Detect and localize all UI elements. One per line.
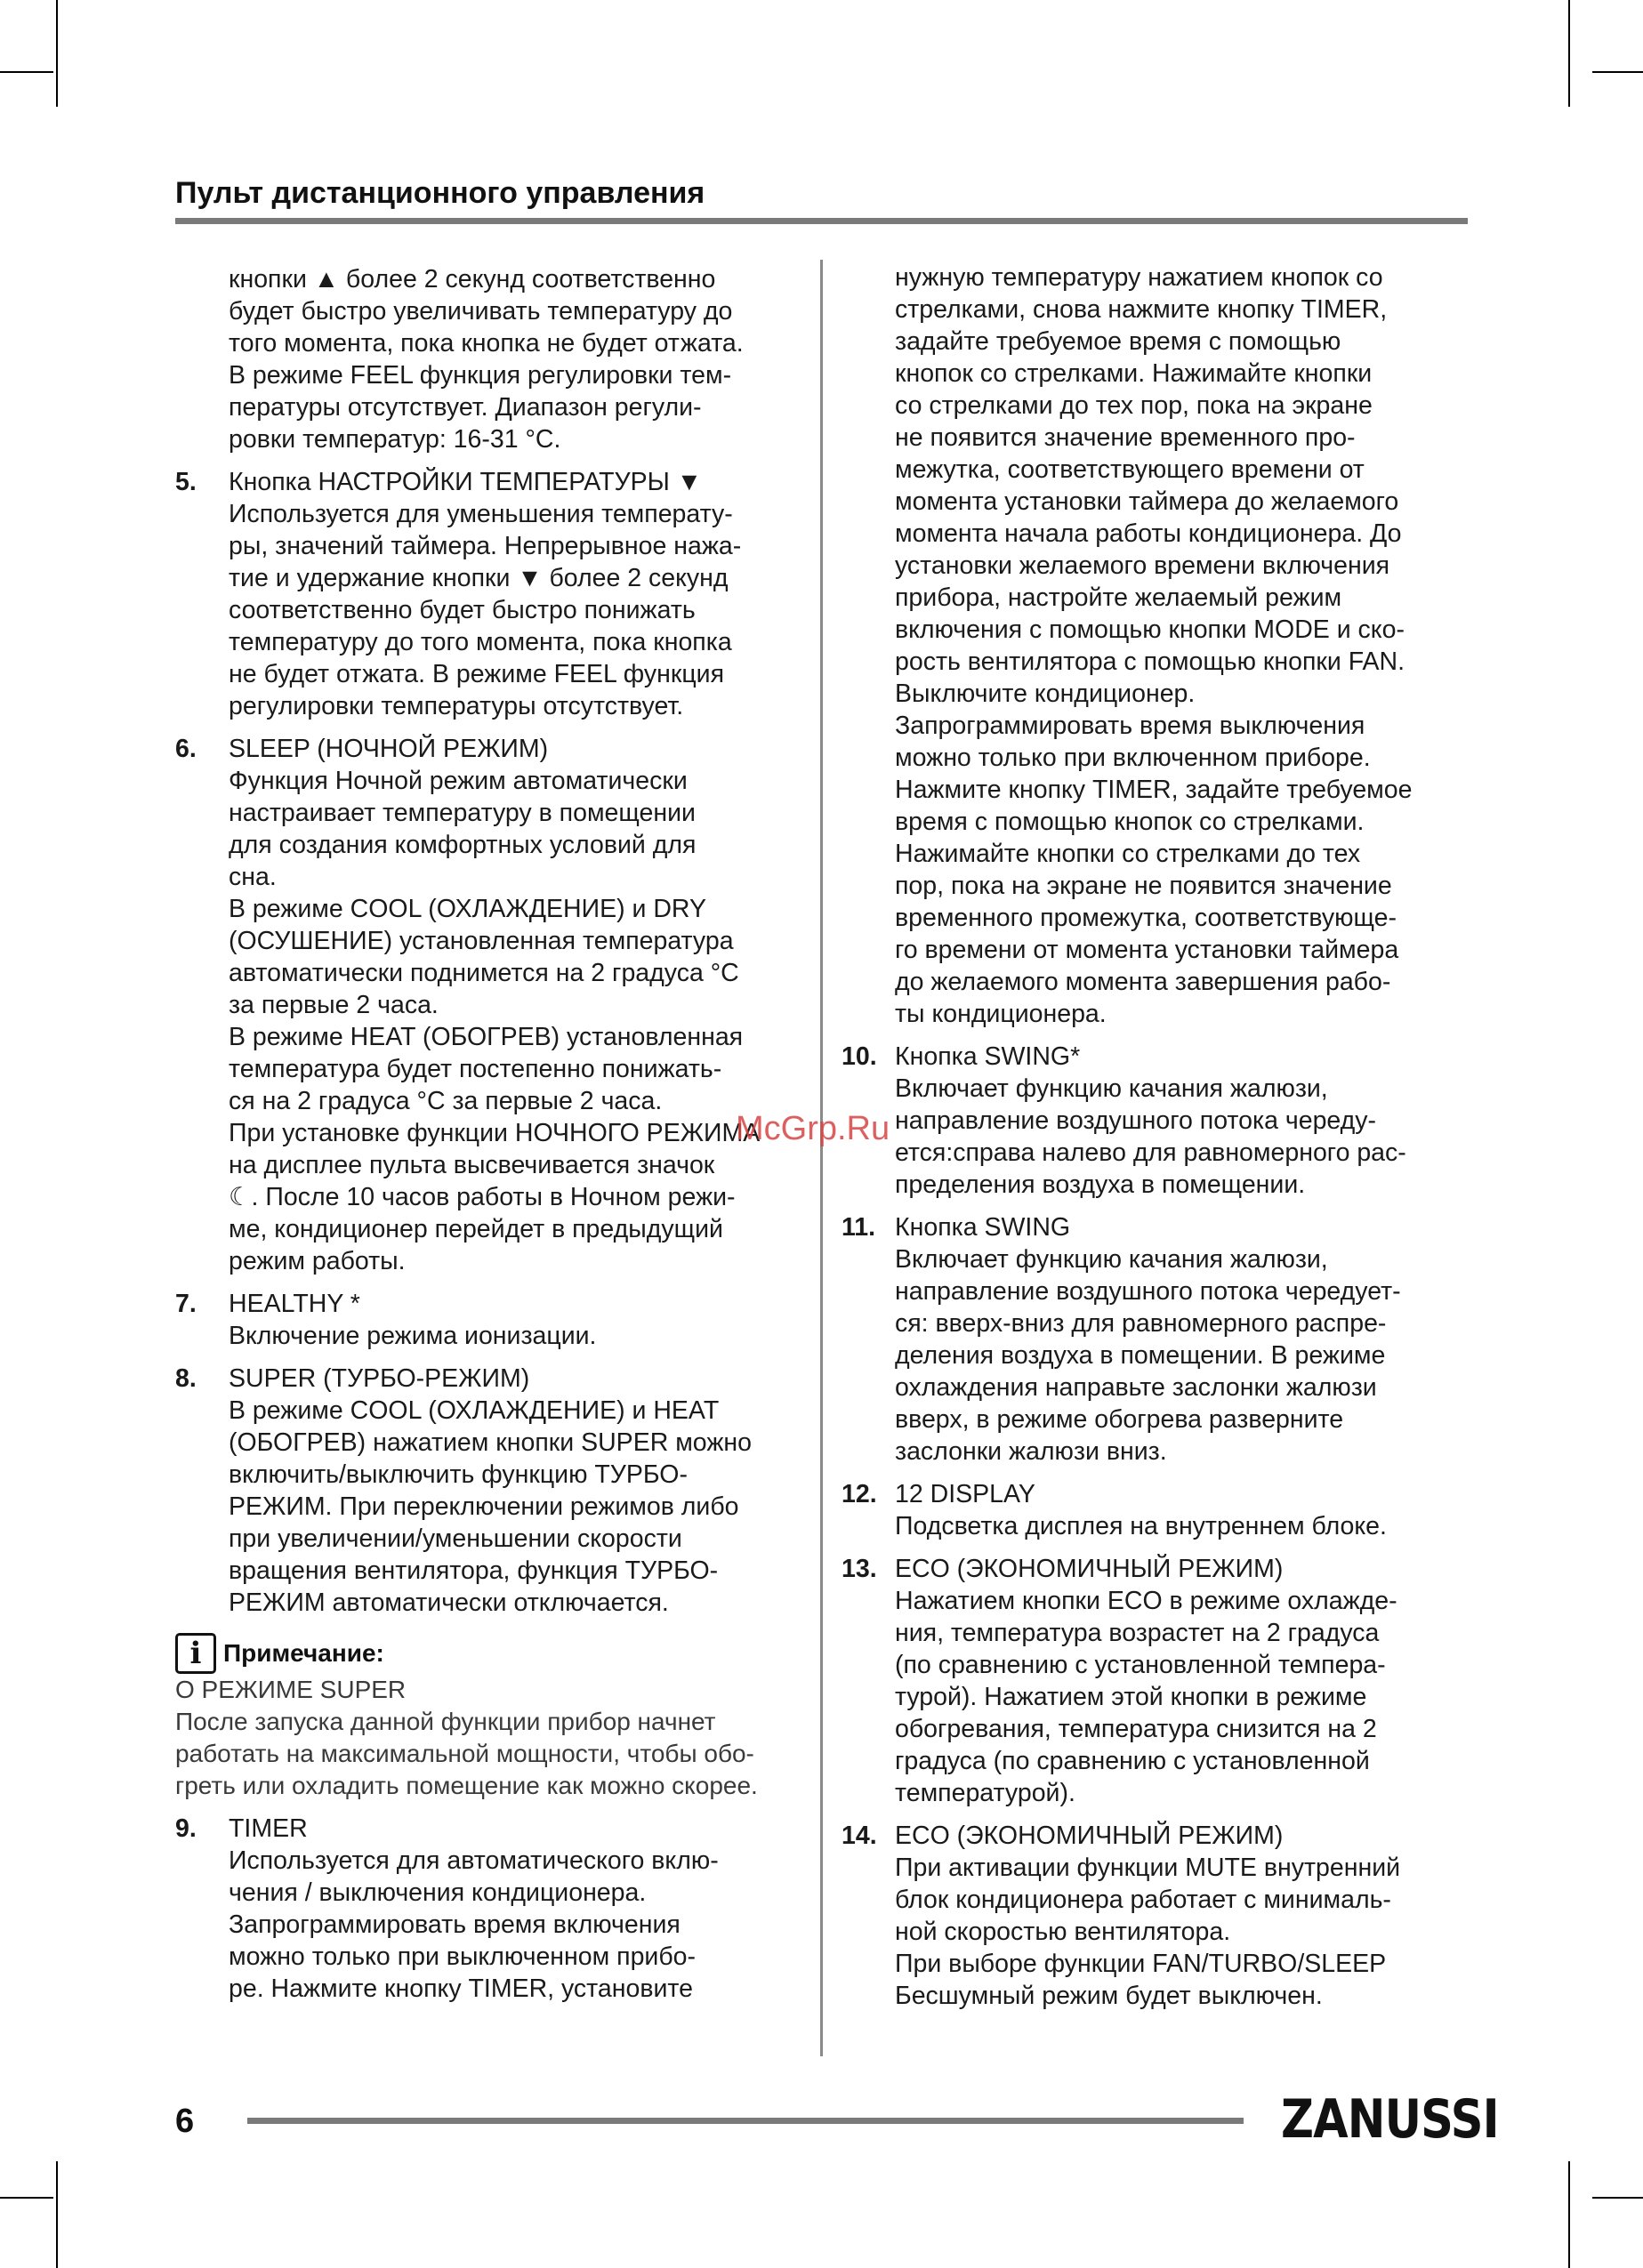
text-line: (ОСУШЕНИЕ) установленная температура [229, 927, 734, 955]
text-line: до желаемого момента завершения рабо- [895, 968, 1391, 996]
text-line: кнопок со стрелками. Нажимайте кнопки [895, 359, 1373, 388]
text-line: стрелками, снова нажмите кнопку TIMER, [895, 295, 1388, 324]
text-line: турой). Нажатием этой кнопки в режиме [895, 1683, 1367, 1711]
crop-mark [0, 2197, 53, 2199]
right-column [842, 261, 1473, 2012]
crop-mark [0, 71, 53, 73]
list-item-13 [842, 1553, 1473, 1809]
header-rule [175, 218, 1468, 224]
item-text [895, 1553, 1473, 1809]
text-line: пределения воздуха в помещении. [895, 1170, 1306, 1199]
list-item-6 [175, 733, 807, 1277]
text-line: автоматически поднимется на 2 градуса °C [229, 959, 739, 987]
text-line: Запрограммировать время выключения [895, 712, 1365, 740]
text-line: При выборе функции FAN/TURBO/SLEEP [895, 1950, 1387, 1978]
item-text [229, 733, 807, 1277]
item-number: 11. [842, 1213, 876, 1242]
text-line: за первые 2 часа. [229, 991, 439, 1019]
column-separator [820, 260, 823, 2056]
item-text [229, 1363, 807, 1619]
text-line: ре. Нажмите кнопку TIMER, установите [229, 1974, 693, 2003]
text-line: на дисплее пульта высвечивается значок [229, 1151, 715, 1179]
text-line: кнопки ▲ более 2 секунд соответственно [229, 265, 716, 294]
page-number: 6 [175, 2103, 195, 2140]
text-line: SUPER (ТУРБО-РЕЖИМ) [229, 1364, 530, 1393]
text-line: ровки температур: 16-31 °C. [229, 425, 561, 454]
list-item-11 [842, 1211, 1473, 1468]
text-line: В режиме COOL (ОХЛАЖДЕНИЕ) и DRY [229, 895, 706, 923]
text-line: сна. [229, 863, 277, 891]
list-item-14 [842, 1820, 1473, 2012]
text-line: ния, температура возрастет на 2 градуса [895, 1619, 1380, 1647]
crop-mark [56, 2161, 58, 2268]
text-line: время с помощью кнопок со стрелками. [895, 808, 1365, 836]
text-line: момента начала работы кондиционера. До [895, 519, 1402, 548]
list-item-8 [175, 1363, 807, 1619]
text-line: РЕЖИМ автоматически отключается. [229, 1588, 669, 1617]
item-text [229, 466, 807, 722]
text-line: пор, пока на экране не появится значение [895, 872, 1392, 900]
text-line: При установке функции НОЧНОГО РЕЖИМА [229, 1119, 761, 1147]
text-line: вращения вентилятора, функция ТУРБО- [229, 1556, 719, 1585]
text-line: не будет отжата. В режиме FEEL функция [229, 660, 725, 688]
intro-paragraph [175, 263, 807, 455]
left-column [175, 263, 807, 2005]
text-line: можно только при выключенном прибо- [229, 1942, 697, 1971]
note-text [175, 1674, 807, 1802]
text-line: со стрелками до тех пор, пока на экране [895, 391, 1373, 420]
text-line: Используется для уменьшения температу- [229, 500, 733, 528]
text-line: можно только при включенном приборе. [895, 744, 1371, 772]
text-line: ме, кондиционер перейдет в предыдущий [229, 1215, 723, 1243]
text-line: ется:справа налево для равномерного рас- [895, 1138, 1406, 1167]
text-line: нужную температуру нажатием кнопок со [895, 263, 1383, 292]
text-line: ся: вверх-вниз для равномерного распре- [895, 1309, 1387, 1338]
text-line: температура будет постепенно понижать- [229, 1055, 722, 1083]
text-line: охлаждения направьте заслонки жалюзи [895, 1373, 1377, 1402]
text-line: установки желаемого времени включения [895, 551, 1390, 580]
item-number: 10. [842, 1042, 877, 1071]
text-line: греть или охладить помещение как можно скорее. [175, 1772, 758, 1799]
text-line: Выключите кондиционер. [895, 680, 1196, 708]
text-line: направление воздушного потока чередует- [895, 1277, 1401, 1306]
item-text [895, 1478, 1473, 1542]
list-item-9 [175, 1813, 807, 2005]
crop-mark [56, 0, 58, 107]
text-line: настраивает температуру в помещении [229, 799, 696, 827]
text-line: HEALTHY * [229, 1290, 360, 1318]
crop-mark [1568, 0, 1570, 107]
text-line: ECO (ЭКОНОМИЧНЫЙ РЕЖИМ) [895, 1555, 1284, 1583]
text-line: (ОБОГРЕВ) нажатием кнопки SUPER можно [229, 1428, 752, 1457]
text-line: температурой). [895, 1779, 1075, 1807]
text-line: градуса (по сравнению с установленной [895, 1747, 1370, 1775]
timer-continuation [842, 261, 1473, 1030]
text-line: РЕЖИМ. При переключении режимов либо [229, 1492, 739, 1521]
item-number: 14. [842, 1822, 877, 1850]
item-number: 7. [175, 1290, 197, 1318]
text-line: пературы отсутствует. Диапазон регули- [229, 393, 702, 422]
item-number: 8. [175, 1364, 197, 1393]
text-line: В режиме HEAT (ОБОГРЕВ) установленная [229, 1023, 744, 1051]
text-line: задайте требуемое время с помощью [895, 327, 1341, 356]
item-text [895, 1211, 1473, 1468]
list-item-5 [175, 466, 807, 722]
crop-mark [1568, 2161, 1570, 2268]
text-line: ты кондиционера. [895, 1000, 1107, 1028]
text-line: Нажимайте кнопки со стрелками до тех [895, 840, 1361, 868]
page-title: Пульт дистанционного управления [175, 176, 705, 210]
crop-mark [1592, 71, 1643, 73]
text-line: ☾. После 10 часов работы в Ночном режи- [229, 1183, 736, 1211]
text-line: для создания комфортных условий для [229, 831, 697, 859]
text-line: тие и удержание кнопки ▼ более 2 секунд [229, 564, 729, 592]
text-line: Бесшумный режим будет выключен. [895, 1982, 1323, 2010]
text-line: Нажмите кнопку TIMER, задайте требуемое [895, 776, 1413, 804]
list-item-10 [842, 1041, 1473, 1201]
brand-logo: ZANUSSI [1281, 2088, 1499, 2151]
text-line: 12 DISPLAY [895, 1480, 1035, 1508]
text-line: Включает функцию качания жалюзи, [895, 1074, 1328, 1103]
text-line: обогревания, температура снизится на 2 [895, 1715, 1377, 1743]
text-line: Кнопка SWING* [895, 1042, 1081, 1071]
item-number: 6. [175, 735, 197, 763]
text-line: будет быстро увеличивать температуру до [229, 297, 733, 326]
text-line: блок кондиционера работает с минималь- [895, 1886, 1391, 1914]
item-text [229, 1288, 807, 1352]
text-line: вверх, в режиме обогрева разверните [895, 1405, 1344, 1434]
text-line: включить/выключить функцию ТУРБО- [229, 1460, 688, 1489]
text-line: Кнопка SWING [895, 1213, 1071, 1242]
list-item-12 [842, 1478, 1473, 1542]
text-line: SLEEP (НОЧНОЙ РЕЖИМ) [229, 735, 549, 763]
watermark: McGrp.Ru [736, 1110, 890, 1147]
text-line: включения с помощью кнопки MODE и ско- [895, 615, 1405, 644]
text-line: температуру до того момента, пока кнопка [229, 628, 732, 656]
text-line: После запуска данной функции прибор начнет [175, 1708, 716, 1735]
text-line: ры, значений таймера. Непрерывное нажа- [229, 532, 742, 560]
text-line: заслонки жалюзи вниз. [895, 1437, 1167, 1466]
text-line: рость вентилятора с помощью кнопки FAN. [895, 647, 1405, 676]
text-line: Включает функцию качания жалюзи, [895, 1245, 1328, 1274]
text-line: При активации функции MUTE внутренний [895, 1854, 1401, 1882]
text-line: Подсветка дисплея на внутреннем блоке. [895, 1512, 1387, 1540]
text-line: соответственно будет быстро понижать [229, 596, 696, 624]
item-number: 13. [842, 1555, 877, 1583]
text-line: регулировки температуры отсутствует. [229, 692, 684, 720]
item-text [895, 1820, 1473, 2012]
text-line: направление воздушного потока череду- [895, 1106, 1377, 1135]
text-line: не появится значение временного про- [895, 423, 1356, 452]
item-number: 9. [175, 1814, 197, 1843]
text-line: межутка, соответствующего времени от [895, 455, 1365, 484]
text-line: го времени от момента установки таймера [895, 936, 1399, 964]
list-item-7 [175, 1288, 807, 1352]
text-line: деления воздуха в помещении. В режиме [895, 1341, 1386, 1370]
text-line: Функция Ночной режим автоматически [229, 767, 688, 795]
note-header [175, 1633, 807, 1674]
text-line: прибора, настройте желаемый режим [895, 583, 1342, 612]
text-line: работать на максимальной мощности, чтобы обо- [175, 1740, 754, 1767]
text-line: В режиме COOL (ОХЛАЖДЕНИЕ) и HEAT [229, 1396, 720, 1425]
text-line: ECO (ЭКОНОМИЧНЫЙ РЕЖИМ) [895, 1822, 1284, 1850]
item-number: 12. [842, 1480, 877, 1508]
info-icon: i [175, 1633, 216, 1674]
text-line: TIMER [229, 1814, 308, 1843]
text-line: В режиме FEEL функция регулировки тем- [229, 361, 732, 390]
note-box [175, 1633, 807, 1802]
text-line: (по сравнению с установленной темпера- [895, 1651, 1386, 1679]
text-line: ся на 2 градуса °C за первые 2 часа. [229, 1087, 663, 1115]
text-line: Нажатием кнопки ECO в режиме охлажде- [895, 1587, 1397, 1615]
text-line: временного промежутка, соответствующе- [895, 904, 1397, 932]
note-title: Примечание: [223, 1639, 384, 1667]
text-line: при увеличении/уменьшении скорости [229, 1524, 682, 1553]
footer-rule [247, 2118, 1244, 2124]
text-line: О РЕЖИМЕ SUPER [175, 1676, 407, 1703]
item-number: 5. [175, 468, 197, 496]
text-line: Включение режима ионизации. [229, 1322, 597, 1350]
text-line: ной скоростью вентилятора. [895, 1918, 1231, 1946]
item-text [895, 1041, 1473, 1201]
item-text [229, 1813, 807, 2005]
text-line: Запрограммировать время включения [229, 1910, 681, 1939]
text-line: момента установки таймера до желаемого [895, 487, 1399, 516]
text-line: Используется для автоматического вклю- [229, 1846, 719, 1875]
text-line: режим работы. [229, 1247, 406, 1275]
crop-mark [1592, 2197, 1643, 2199]
text-line: того момента, пока кнопка не будет отжата. [229, 329, 744, 358]
text-line: Кнопка НАСТРОЙКИ ТЕМПЕРАТУРЫ ▼ [229, 468, 702, 496]
text-line: чения / выключения кондиционера. [229, 1878, 647, 1907]
